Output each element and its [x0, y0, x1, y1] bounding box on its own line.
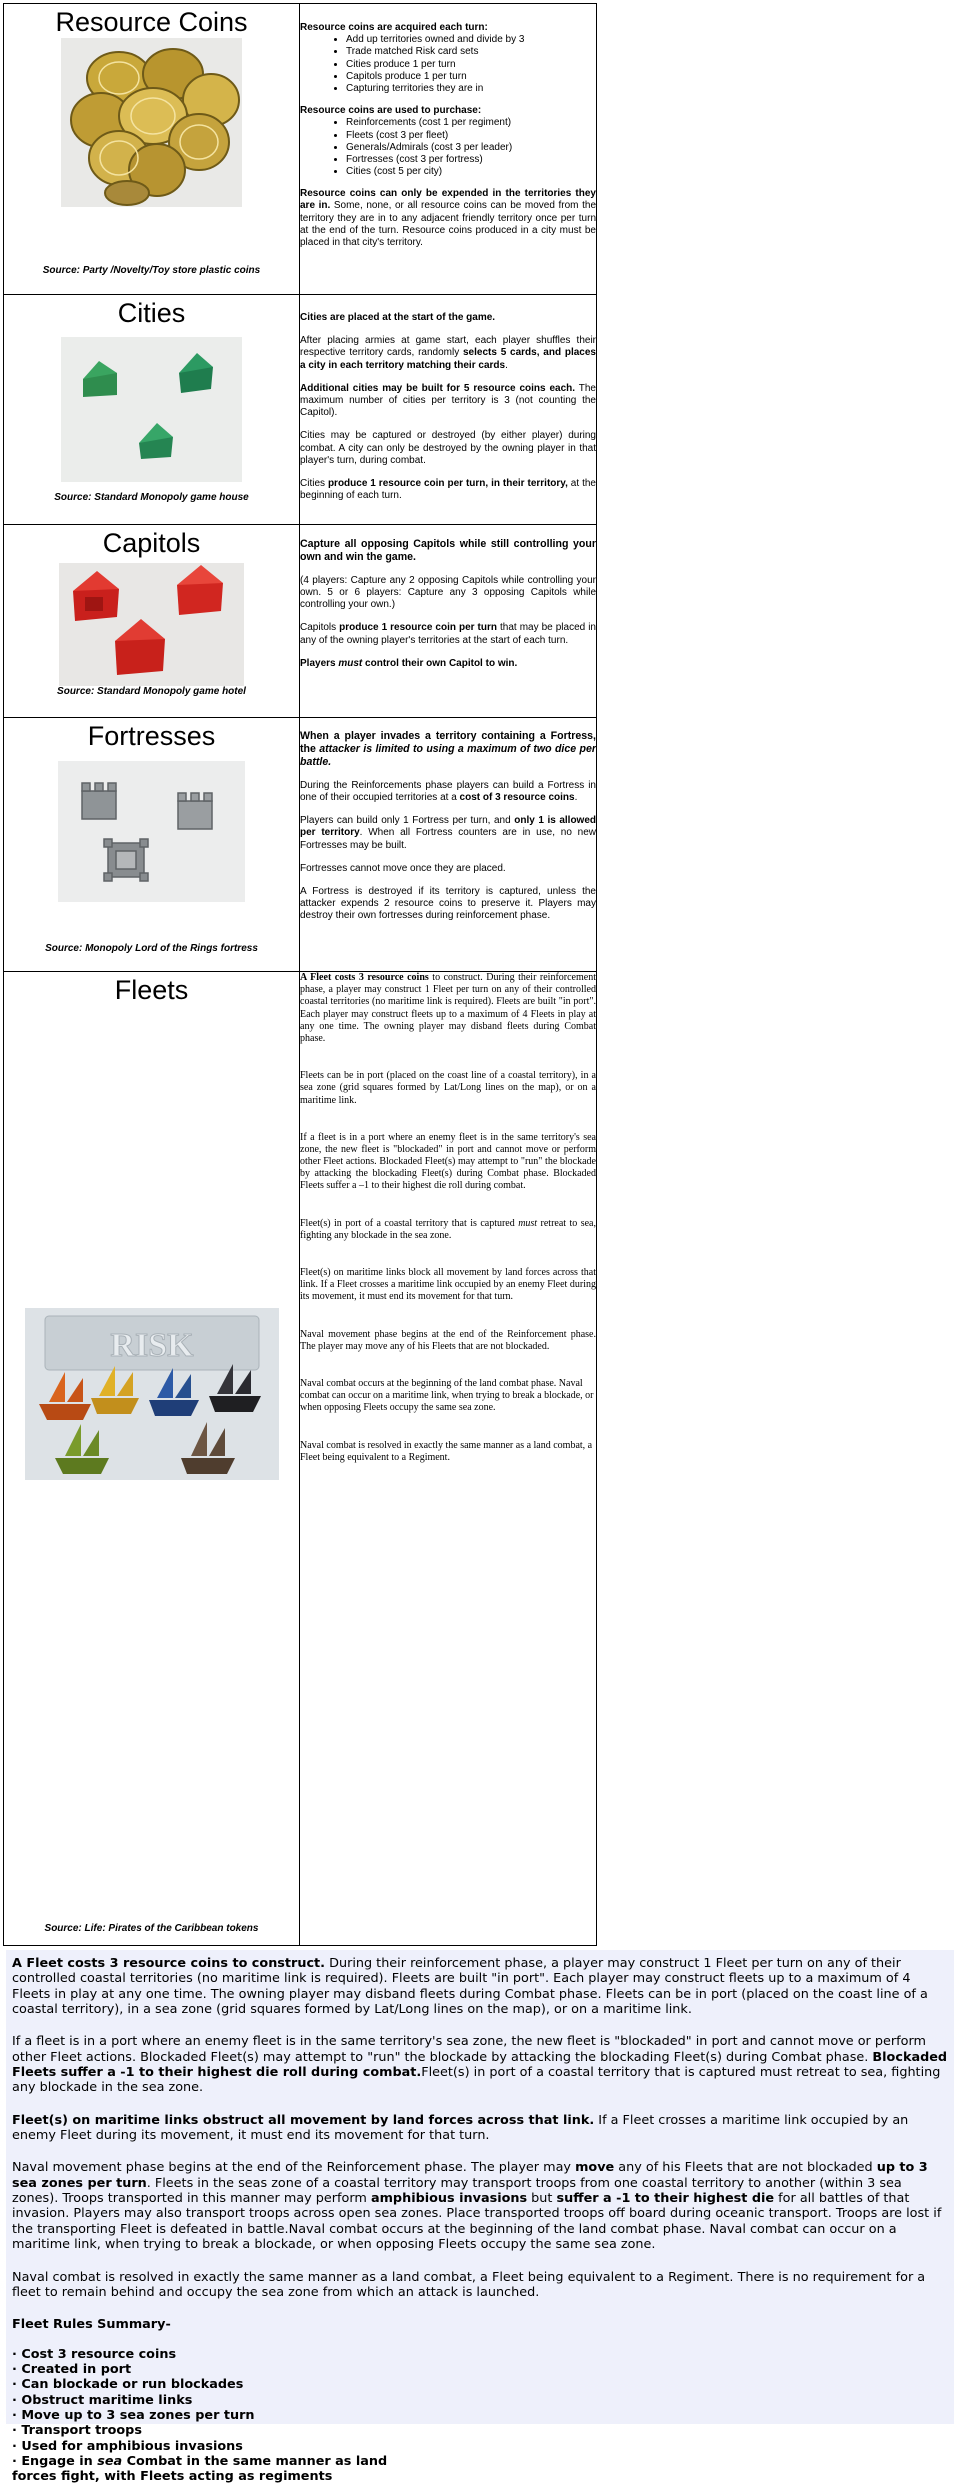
list-item: · Created in port: [12, 2361, 132, 2377]
fleets-p1-bold: A Fleet costs 3 resource coins: [300, 972, 429, 983]
cities-title: Cities: [117, 298, 186, 328]
bottom-p2-bold: Blockaded Fleets suffer a -1 to their highest die roll during combat.: [12, 2049, 948, 2081]
fortress-2: [178, 793, 212, 829]
fleets-p3: If a fleet is in a port where an enemy fleet is in the same territory's sea zone, the new fleet is "blockaded" in port and cannot move or perform other Fleet actions. Blockaded Fleet(s) may attempt to "run" the blockade by attacking the blockading Fleet(s) during Combat phase. Blockaded Fleets suffer a –1 to their highest die roll during combat.: [300, 1131, 596, 1192]
fleets-p8: Naval combat is resolved in exactly the same manner as a land combat, a Fleet being equivalent to a Regiment.: [300, 1439, 593, 1463]
capitols-p3: [300, 622, 596, 646]
capitols-p4-c: control their own Capitol to win.: [362, 657, 518, 669]
bottom-p2: [12, 2034, 948, 2095]
acquire-heading: Resource coins are acquired each turn:: [300, 22, 488, 33]
fleets-p6: Naval movement phase begins at the end of the Reinforcement phase. The player may move any of his Fleets that are not blockaded.: [300, 1328, 596, 1352]
bottom-p3-text: If a Fleet crosses a maritime link occupied by an enemy Fleet during its movement, it must end its movement for that turn.: [12, 2112, 909, 2144]
summary-last-d: forces fight, with Fleets acting as regiments: [12, 2469, 333, 2485]
list-item: · Obstruct maritime links: [12, 2392, 193, 2408]
fleets-source: Source: Life: Pirates of the Caribbean tokens: [44, 1923, 259, 1934]
purchase-list: [300, 117, 596, 178]
bottom-p2-text: If a fleet is in a port where an enemy fleet is in the same territory's sea zone, the new fleet is "blockaded" in port and cannot move or perform other Fleet actions. Blockaded Fleet(s) may attempt to "run" the blockade by attacking the blockading Fleet(s) during Combat phase.: [12, 2034, 926, 2065]
fortresses-p2-text: During the Reinforcements phase players can build a Fortress in one of their occupied territories at a: [300, 779, 596, 803]
purchase-heading: Resource coins are used to purchase:: [300, 105, 482, 117]
summary-last-italic: sea: [97, 2453, 123, 2469]
row-cities: [4, 295, 597, 525]
capitols-photo: [59, 563, 244, 686]
row-fleets: [4, 972, 597, 1946]
cities-p3-bold: Additional cities may be built for 5 resource coins each.: [300, 382, 576, 394]
tray-text: RISK: [109, 1327, 194, 1364]
rules-table: [3, 3, 597, 1946]
coins-photo: [61, 38, 242, 207]
cities-photo: [61, 337, 242, 482]
bottom-p4-d: up to 3 sea zones per turn: [12, 2160, 928, 2191]
coins-note-bold: Resource coins can only be expended in the territories they are in.: [300, 188, 596, 212]
cities-p4: Cities may be captured or destroyed (by either player) during combat. A city can only be destroyed by the owning player in that player's turn, during combat.: [300, 430, 596, 466]
summary-last-c: Combat in the same manner as land: [122, 2453, 388, 2469]
fleets-p4-end: retreat to sea, fighting any blockade in the sea zone.: [300, 1217, 596, 1241]
fleets-p2: Fleets can be in port (placed on the coast line of a coastal territory), in a sea zone (grid squares formed by Lat/Long lines on the map), or on a maritime link.: [300, 1070, 596, 1106]
fleets-p7: Naval combat occurs at the beginning of the land combat phase. Naval combat can occur on a maritime link, when trying to break a blockade, or when opposing Fleets occupy the same sea zone.: [300, 1377, 594, 1414]
fortresses-source: Source: Monopoly Lord of the Rings fortress: [45, 943, 258, 954]
bottom-p4-h: suffer a -1 to their highest die: [556, 2191, 775, 2207]
summary-last-a: · Engage in: [12, 2453, 98, 2469]
bottom-p2-end: Fleet(s) in port of a coastal territory that is captured must retreat to sea, fighting any blockade in the sea zone.: [12, 2065, 941, 2096]
bottom-p4-e: . Fleets in the seas zone of a coastal territory may transport troops from one coastal territory to another (within 3 sea zones). Troops transported in this manner may perform: [12, 2175, 902, 2207]
cities-p5: [300, 478, 596, 502]
resource-coins-title: Resource Coins: [55, 7, 248, 37]
cities-cell: [4, 295, 300, 525]
bottom-p1-bold: A Fleet costs 3 resource coins to construct.: [12, 1956, 326, 1971]
fortresses-p1: [300, 730, 596, 769]
bottom-p4-f: amphibious invasions: [370, 2191, 528, 2207]
capitols-p3-text: Capitols: [300, 622, 340, 634]
list-item: · Used for amphibious invasions: [12, 2438, 243, 2454]
cities-p2-bold: selects 5 cards, and places a city in each territory matching their cards: [300, 347, 596, 371]
fleets-p4-italic: must: [518, 1217, 538, 1229]
list-item: • Capitols produce 1 per turn: [346, 71, 596, 83]
capitols-text: [300, 525, 597, 718]
list-item: • Cities (cost 5 per city): [346, 166, 596, 178]
bottom-p1-text: During their reinforcement phase, a player may construct 1 Fleet per turn on any of their controlled coastal territories (no maritime link is required). Fleets are built "in port". Each player may construct fleets up to a maximum of 4 Fleets in play at any one time. The owning player may disband fleets during Combat phase. Fleets can be in port (placed on the coast line of a coastal territory), in a sea zone (grid squares formed by Lat/Long lines on the map), or on a maritime link.: [12, 1956, 928, 2018]
fleets-p4: [300, 1218, 596, 1242]
fortresses-p3-end: . When all Fortress counters are in use, no new Fortresses may be built.: [300, 827, 597, 851]
fortresses-p1-italic: attacker is limited to using a maximum of two dice per battle.: [300, 742, 597, 768]
fortress-3: [104, 839, 148, 881]
cities-p2-text: After placing armies at game start, each player shuffles their respective territory cards, randomly: [300, 335, 596, 359]
fleets-p5: Fleet(s) on maritime links block all movement by land forces across that link. If a Fleet crosses a maritime link occupied by an enemy Fleet during its movement, it must end its movement for that turn.: [300, 1267, 596, 1303]
row-resource-coins: [4, 4, 597, 295]
cities-source: Source: Standard Monopoly game house: [54, 492, 249, 503]
capitols-p3-bold: produce 1 resource coin per turn: [339, 622, 497, 634]
fortresses-p3-text: Players can build only 1 Fortress per turn, and: [300, 815, 515, 827]
list-item: · Can blockade or run blockades: [12, 2377, 244, 2393]
resource-coins-source: Source: Party /Novelty/Toy store plastic coins: [42, 265, 261, 276]
coins-note-rest: Some, none, or all resource coins can be moved from the territory they are in to any adjacent friendly territory once per turn at the end of the turn. Resource coins produced in a city must be placed in that city's territory.: [300, 200, 597, 248]
fleet-rules-panel: [6, 1950, 954, 2485]
cities-p5-end: at the beginning of each turn.: [300, 477, 596, 502]
resource-coins-text: [300, 4, 597, 295]
list-item: • Trade matched Risk card sets: [346, 46, 596, 58]
fleets-p1-text: to construct. During their reinforcement phase, a player may construct 1 Fleet per turn on any of their controlled coastal territories (no maritime link is required). Fleets are built "in port". Each player may construct fleets up to a maximum of 4 Fleets in play at any one time. The owning player may disband fleets during Combat phase.: [300, 972, 596, 1044]
fortresses-p5: A Fortress is destroyed if its territory is captured, unless the attacker expends 2 resource coins to preserve it. Players may destroy their own fortresses during reinforcement phase.: [300, 885, 596, 922]
bottom-p4-a: Naval movement phase begins at the end of the Reinforcement phase. The player may: [12, 2160, 576, 2176]
summary-list: [12, 2347, 948, 2485]
capitols-p2: (4 players: Capture any 2 opposing Capitols while controlling your own. 5 or 6 players: Capture any 3 opposing Capitols while controlling your own.): [300, 574, 596, 611]
cities-p5-bold: produce 1 resource coin per turn, in their territory,: [327, 477, 568, 489]
cities-text: [300, 295, 597, 525]
capitols-p3-end: that may be placed in any of the owning player's territories at the start of each turn.: [300, 622, 596, 646]
list-item: • Fleets (cost 3 per fleet): [346, 130, 596, 142]
capitols-title: Capitols: [102, 528, 201, 558]
list-item: • Generals/Admirals (cost 3 per leader): [346, 142, 596, 154]
fortresses-p1-text: When a player invades a territory containing a Fortress, the: [300, 730, 596, 755]
list-item: • Capturing territories they are in: [346, 83, 596, 95]
cities-p5-text: Cities: [300, 477, 328, 489]
acquire-list: [300, 34, 596, 95]
capitols-p4-a: Players: [300, 657, 339, 669]
list-item: • Add up territories owned and divide by 3: [346, 34, 596, 46]
bottom-p5: Naval combat is resolved in exactly the same manner as a land combat, a Fleet being equivalent to a Regiment. There is no requirement for a fleet to remain behind and occupy the sea zone from which an attack is launched.: [12, 2269, 926, 2300]
capitols-cell: [4, 525, 300, 718]
list-item: • Reinforcements (cost 1 per regiment): [346, 117, 596, 129]
fleets-text: [300, 972, 597, 1946]
list-item: [12, 2454, 948, 2485]
cities-p3: [300, 383, 596, 420]
fortresses-p3-bold: only 1 is allowed per territory: [300, 815, 597, 839]
fleets-p4-text: Fleet(s) in port of a coastal territory that is captured: [300, 1217, 519, 1229]
capitols-p4: [300, 658, 596, 670]
fortresses-p3: [300, 815, 596, 852]
fortresses-p2: [300, 780, 596, 804]
fortresses-text: [300, 718, 597, 972]
fortresses-photo: [58, 761, 245, 902]
fortresses-cell: [4, 718, 300, 972]
fortresses-p2-end: .: [574, 791, 578, 803]
cities-p2: [300, 335, 596, 372]
capitols-p1: Capture all opposing Capitols while still controlling your own and win the game.: [300, 538, 596, 563]
bottom-p1: [12, 1956, 948, 2017]
bottom-p4-c: any of his Fleets that are not blockaded: [614, 2160, 877, 2176]
fortress-1: [82, 783, 116, 819]
resource-coins-cell: [4, 4, 300, 295]
fleets-p1: [300, 972, 596, 1045]
list-item: • Cities produce 1 per turn: [346, 59, 596, 71]
cities-p1: Cities are placed at the start of the game.: [300, 312, 496, 323]
fleets-cell: [4, 972, 300, 1946]
fortresses-p2-bold: cost of 3 resource coins: [459, 791, 575, 803]
list-item: · Transport troops: [12, 2423, 142, 2439]
list-item: · Cost 3 resource coins: [12, 2346, 177, 2362]
row-fortresses: [4, 718, 597, 972]
coins-note: [300, 188, 596, 249]
cities-p3-text: The maximum number of cities per territory is 3 (not counting the Capitol).: [300, 382, 596, 419]
fortresses-title: Fortresses: [87, 721, 216, 751]
fleets-title: Fleets: [114, 975, 189, 1005]
cities-p2-end: .: [505, 359, 508, 371]
bottom-p4-i: for all battles of that invasion. Players may also transport troops across open sea zones. Place transported troops off board during oceanic transport. Troops are lost if the transporting Fleet is defeated in battle.Naval combat occurs at the beginning of the land combat phase. Naval combat can occur on a maritime link, when trying to break a blockade, or when opposing Fleets occupy the same sea zone.: [12, 2191, 942, 2253]
capitols-source: Source: Standard Monopoly game hotel: [57, 686, 246, 697]
bottom-p4-g: but: [527, 2191, 557, 2207]
list-item: · Move up to 3 sea zones per turn: [12, 2407, 255, 2423]
row-capitols: [4, 525, 597, 718]
bottom-p3: [12, 2113, 948, 2144]
bottom-p3-bold: Fleet(s) on maritime links obstruct all movement by land forces across that link.: [12, 2112, 595, 2128]
capitols-p4-italic: must: [338, 657, 363, 669]
bottom-p4-b: move: [575, 2160, 615, 2176]
fleets-photo: [25, 1308, 279, 1480]
summary-title: Fleet Rules Summary-: [12, 2317, 171, 2333]
fortresses-p4: Fortresses cannot move once they are placed.: [300, 862, 506, 874]
bottom-p4: [12, 2160, 948, 2252]
list-item: • Fortresses (cost 3 per fortress): [346, 154, 596, 166]
